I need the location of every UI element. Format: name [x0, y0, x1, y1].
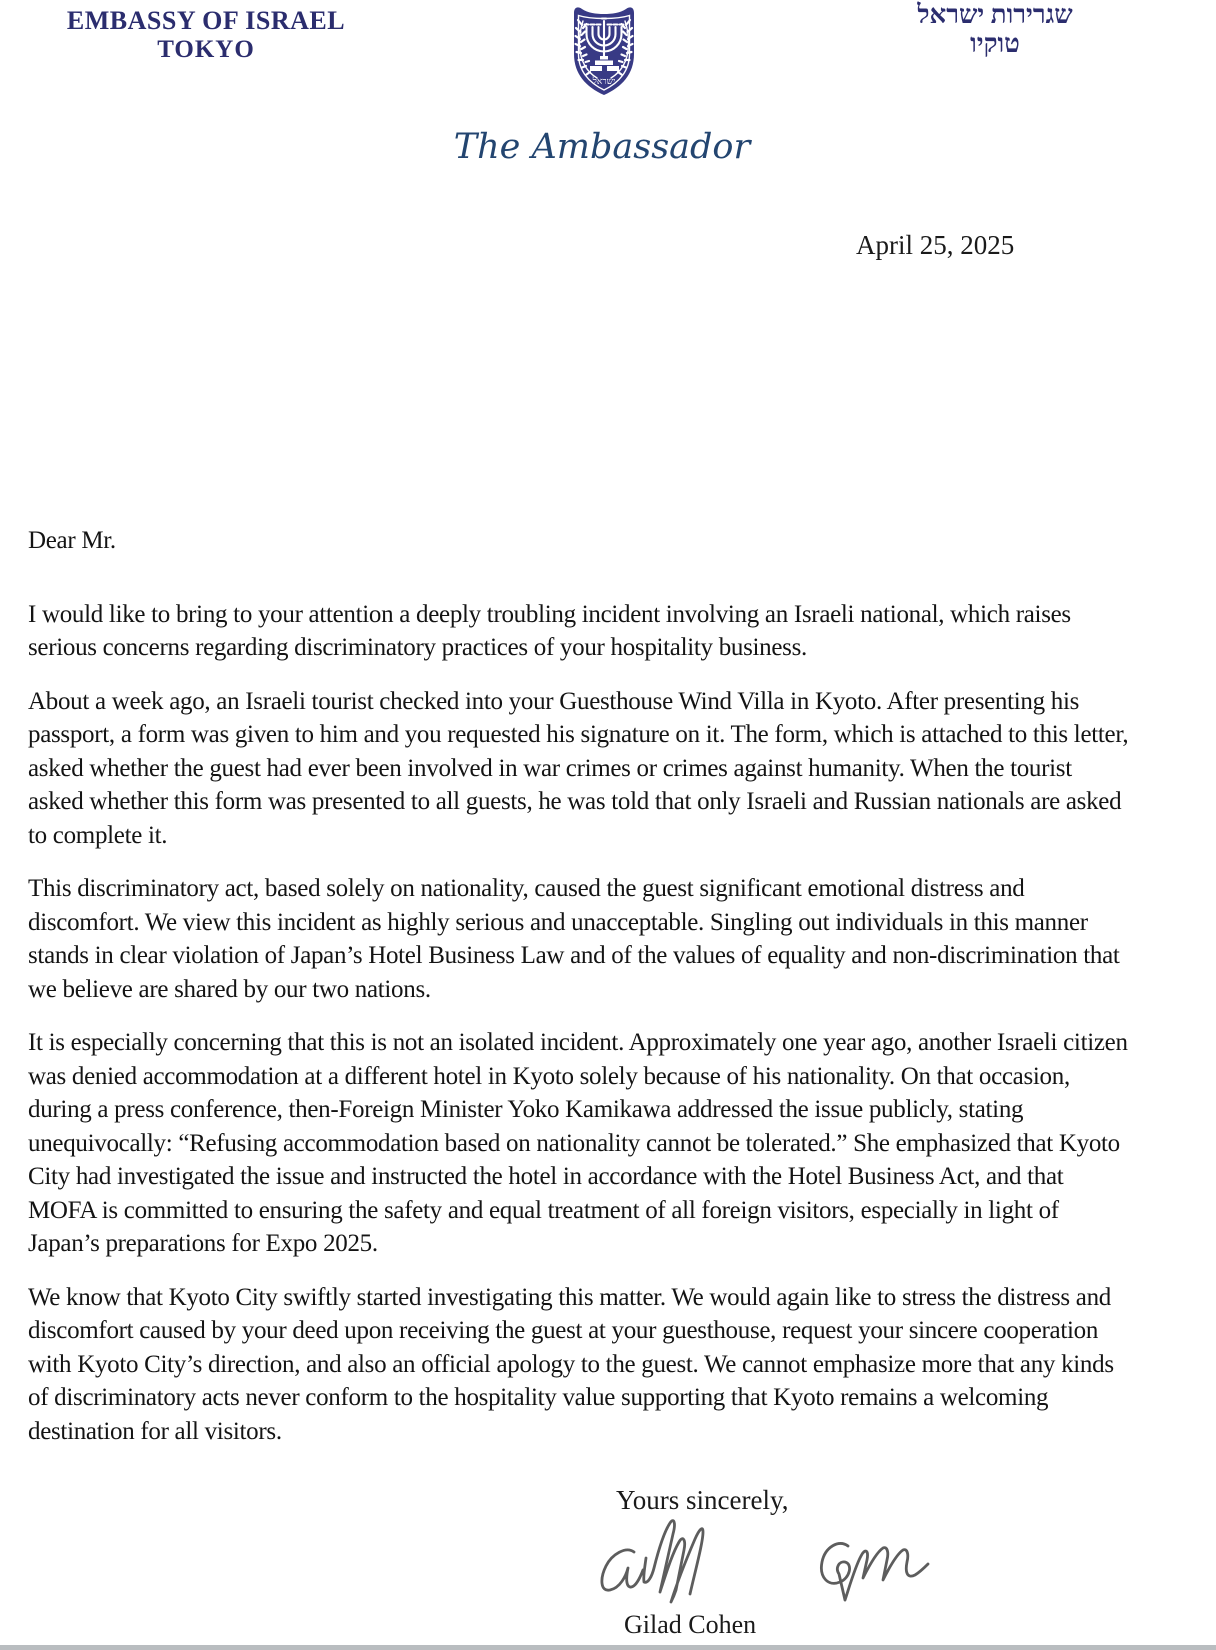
- letter-date: April 25, 2025: [856, 230, 1015, 260]
- israel-state-emblem-icon: [570, 4, 638, 98]
- hebrew-org-city: טוקיו: [970, 29, 1020, 58]
- hebrew-org-name: שגרירות ישראל: [917, 0, 1073, 29]
- letter-paragraph: About a week ago, an Israeli tourist checked into your Guesthouse Wind Villa in Kyoto. After presenting his passport, a form was given to him and you requested his signature on it. The form, which is attached to this letter, asked whether the guest had ever been involved in war crimes or crimes against humanity. When the tourist asked whether this form was presented to all guests, he was told that only Israeli and Russian nationals are asked to complete it.: [28, 687, 1129, 849]
- letter-paragraph: I would like to bring to your attention a deeply troubling incident involving an Israeli national, which raises serious concerns regarding discriminatory practices of your hospitality business.: [28, 600, 1071, 661]
- letter-paragraph: We know that Kyoto City swiftly started investigating this matter. We would again like to stress the distress and discomfort caused by your deed upon receiving the guest at your guesthouse, request your sincere cooperation with Kyoto City’s direction, and also an official apology to the guest. We cannot emphasize more that any kinds of discriminatory acts never conform to the hospitality value supporting that Kyoto remains a welcoming destination for all visitors.: [28, 1283, 1114, 1445]
- letter-body: [28, 524, 1130, 1448]
- role-title: The Ambassador: [453, 127, 751, 167]
- emblem-hebrew-caption: ישראל: [592, 76, 616, 86]
- scan-edge-artifact: [0, 1645, 1216, 1650]
- letterhead-hebrew: [845, 0, 1145, 58]
- letter-paragraph: It is especially concerning that this is not an isolated incident. Approximately one year ago, another Israeli citizen was denied accommodation at a different hotel in Kyoto solely because of his nationality. On that occasion, during a press conference, then-Foreign Minister Yoko Kamikawa addressed the issue publicly, stating unequivocally: “Refusing accommodation based on nationality cannot be tolerated.” She emphasized that Kyoto City had investigated the issue and instructed the hotel in accordance with the Hotel Business Act, and that MOFA is committed to ensuring the safety and equal treatment of all foreign visitors, especially in light of Japan’s preparations for Expo 2025.: [28, 1029, 1128, 1257]
- salutation: Dear Mr.: [28, 527, 116, 554]
- org-name: EMBASSY OF ISRAEL: [66, 6, 346, 35]
- org-city: TOKYO: [157, 36, 255, 63]
- signer-name: Gilad Cohen: [624, 1610, 757, 1639]
- letter-paragraph: This discriminatory act, based solely on nationality, caused the guest significant emotional distress and discomfort. We view this incident as highly serious and unacceptable. Singling out individuals in this manner stands in clear violation of Japan’s Hotel Business Law and of the values of equality and non-discrimination that we believe are shared by our two nations.: [28, 875, 1120, 1003]
- letterhead-english: [56, 6, 356, 64]
- closing-phrase: Yours sincerely,: [616, 1485, 789, 1515]
- handwritten-signature: [596, 1512, 948, 1614]
